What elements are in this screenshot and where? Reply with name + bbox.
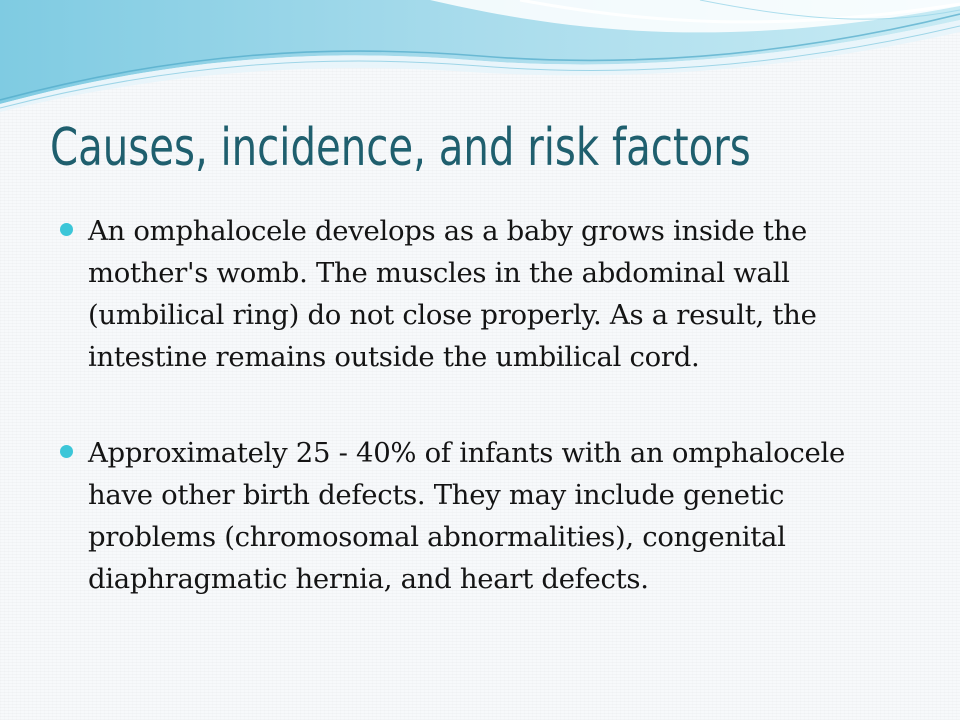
bullet-item	[60, 210, 900, 378]
bullet-text: An omphalocele develops as a baby grows inside the mother's womb. The muscles in the abdominal wall (umbilical ring) do not close properly. As a result, the intestine remains outside the umbilical cord.	[88, 215, 817, 373]
bullet-text: Approximately 25 - 40% of infants with an omphalocele have other birth defects. They may include genetic problems (chromosomal abnormalities), congenital diaphragmatic hernia, and heart defects.	[88, 437, 845, 595]
bullet-dot-icon	[60, 223, 73, 236]
slide-title: Causes, incidence, and risk factors	[50, 118, 751, 178]
bullet-item	[60, 432, 900, 600]
bullet-dot-icon	[60, 445, 73, 458]
header-wave-decoration	[0, 0, 960, 120]
bullet-list	[60, 210, 900, 600]
